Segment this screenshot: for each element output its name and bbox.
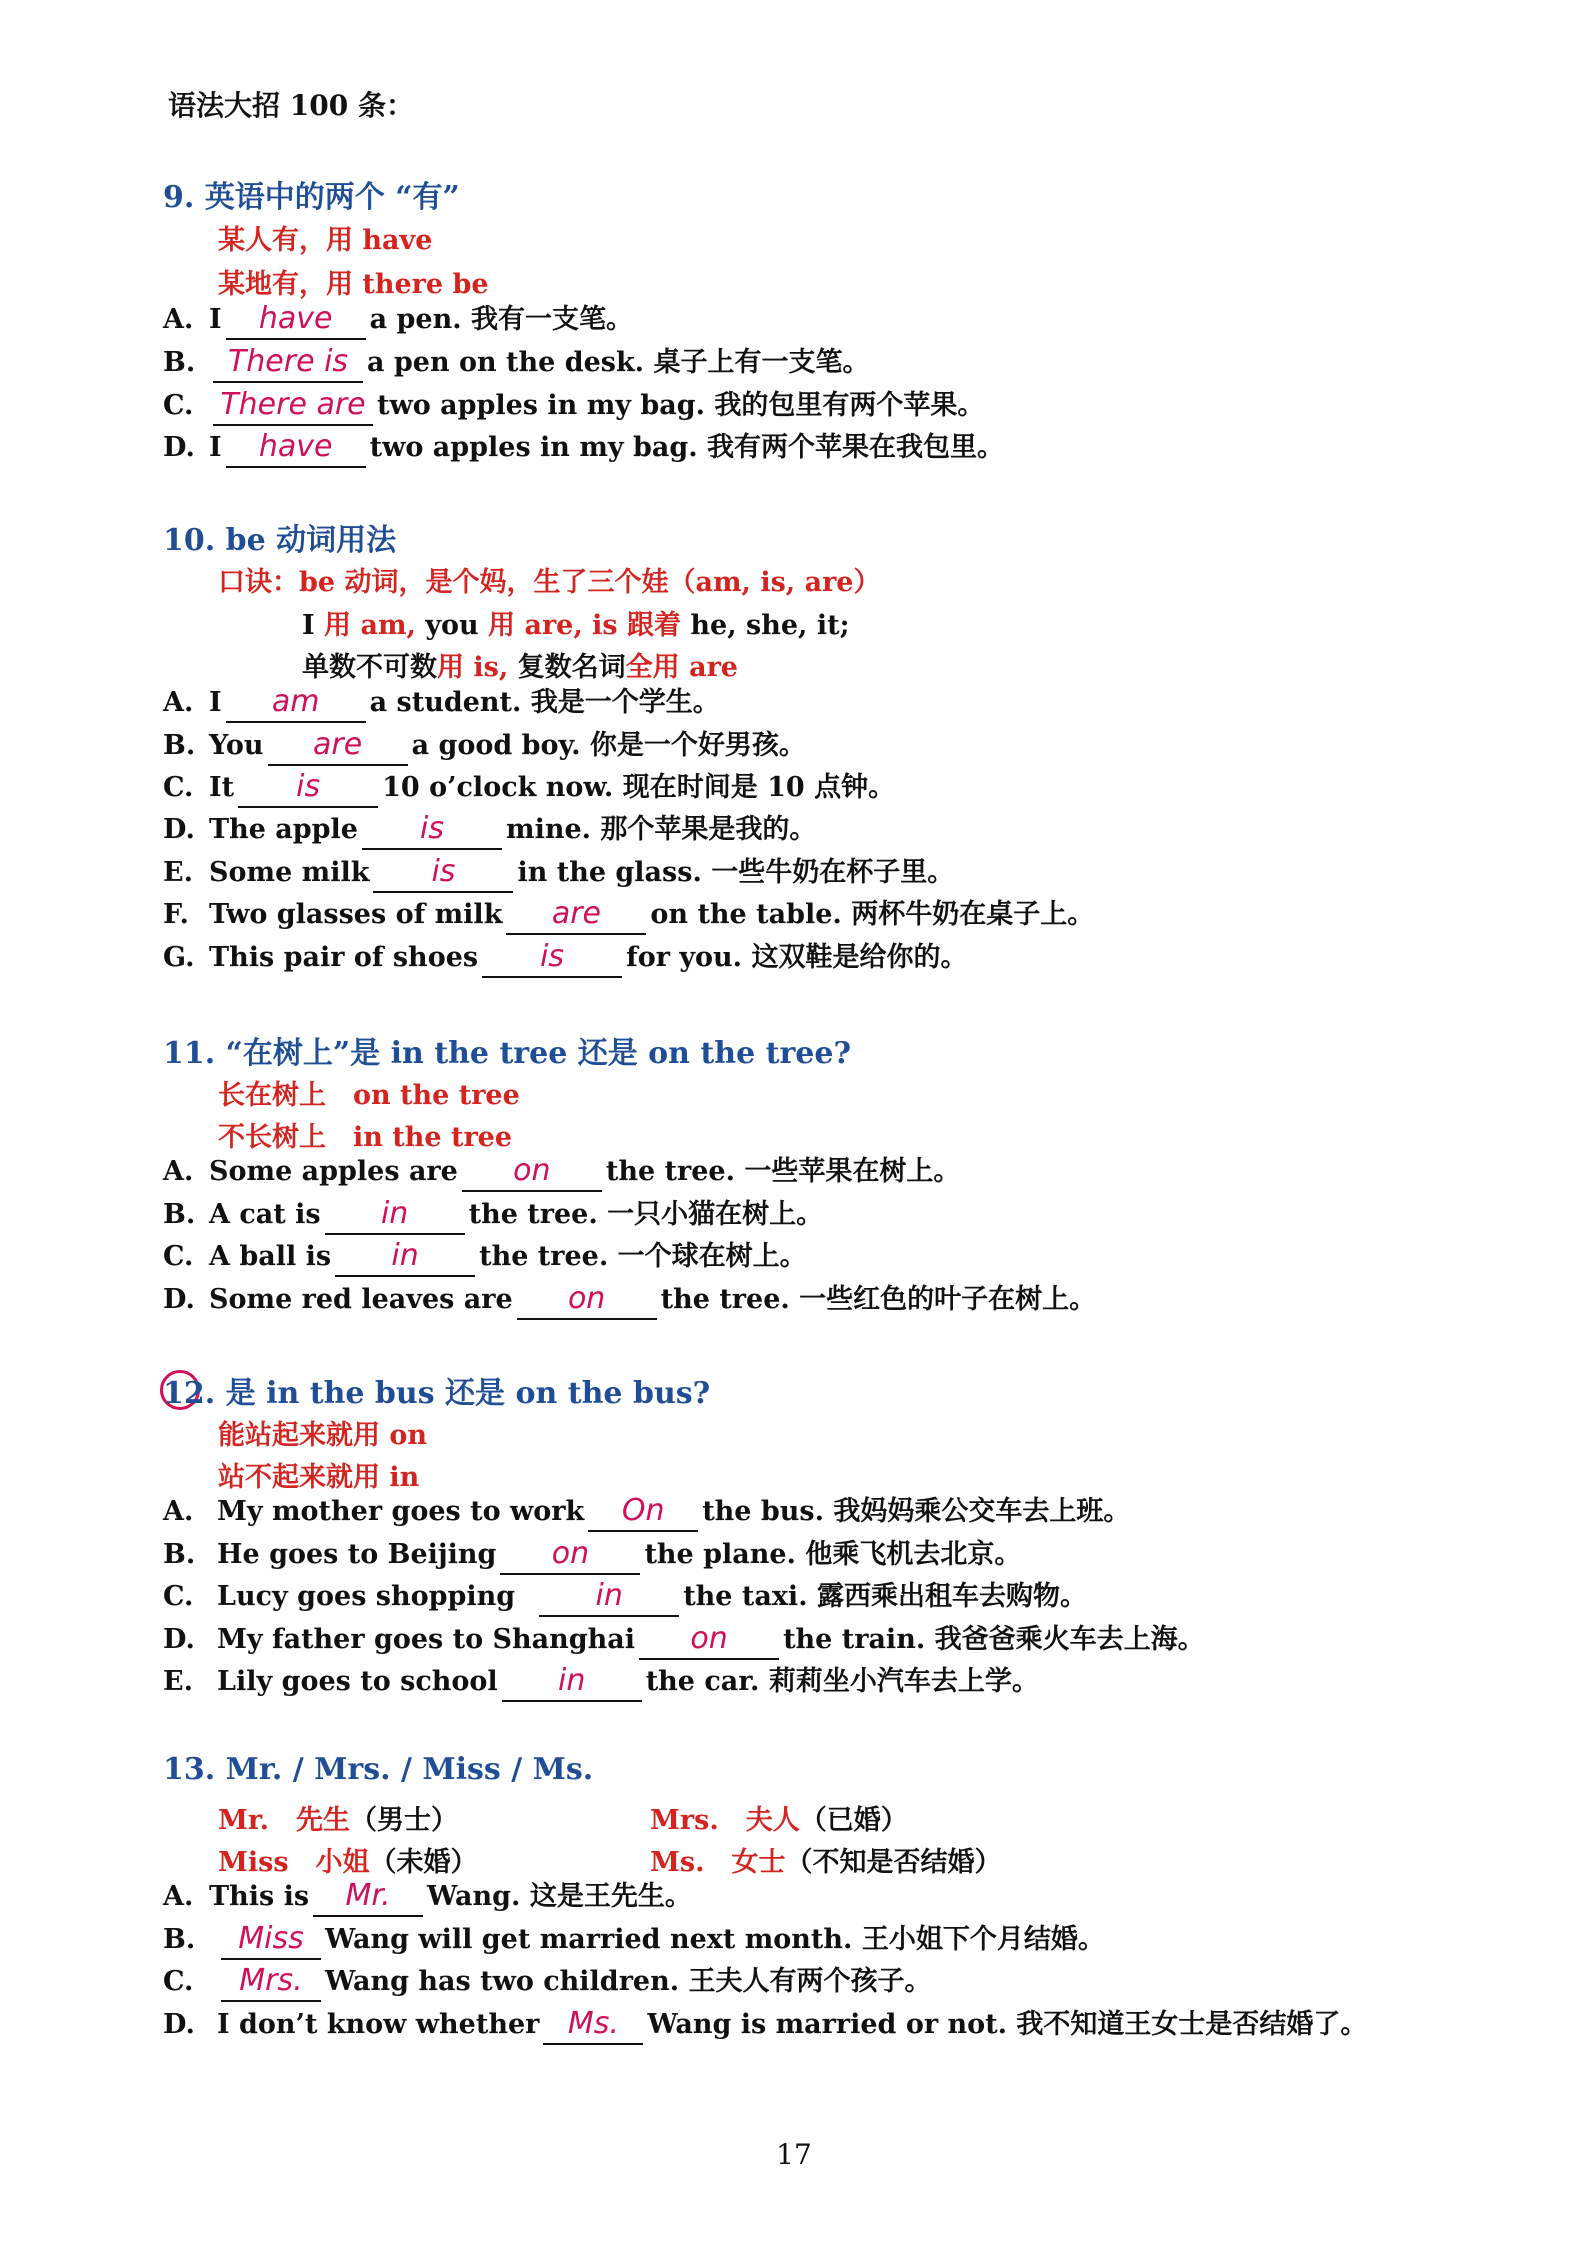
answer-blank[interactable]: are [506,899,646,935]
answer-blank[interactable]: on [500,1539,640,1575]
section-11-rule-1: 长在树上 on the tree [218,1080,520,1111]
answer-blank[interactable]: in [539,1581,679,1617]
exercise-item: C. Mrs. Wang has two children. 王夫人有两个孩子。 [163,1962,932,2002]
section-10-heading: 10. be 动词用法 [163,523,397,558]
answer-blank[interactable]: Mrs. [221,1966,321,2002]
section-9-heading: 9. 英语中的两个 “有” [163,180,460,215]
answer-blank[interactable]: There is [213,347,363,383]
exercise-item: D. Some red leaves are on the tree. 一些红色的叶子在树上。 [163,1280,1096,1320]
answer-blank[interactable]: is [373,857,513,893]
answer-blank[interactable]: in [502,1666,642,1702]
answer-blank[interactable]: on [462,1156,602,1192]
answer-blank[interactable]: On [588,1496,698,1532]
document-title: 语法大招 100 条： [168,89,414,122]
exercise-item: B. A cat is in the tree. 一只小猫在树上。 [163,1195,823,1235]
answer-blank[interactable]: on [517,1284,657,1320]
exercise-item: C. There are two apples in my bag. 我的包里有两个苹果。 [163,386,984,426]
section-10-rule-line-1: I 用 am, you 用 are, is 跟着 he, she, it; [302,610,850,641]
exercise-item: D. My father goes to Shanghai on the train. 我爸爸乘火车去上海。 [163,1620,1205,1660]
answer-blank[interactable]: have [226,432,366,468]
exercise-item: D. I have two apples in my bag. 我有两个苹果在我包里。 [163,428,1004,468]
exercise-item: D. The apple is mine. 那个苹果是我的。 [163,810,816,850]
answer-blank[interactable]: am [226,687,366,723]
exercise-item: B. He goes to Beijing on the plane. 他乘飞机去北京。 [163,1535,1021,1575]
section-12-rule-2: 站不起来就用 in [218,1462,420,1493]
section-11-rule-2: 不长树上 in the tree [218,1122,513,1153]
section-9-rule-1: 某人有，用 have [218,225,433,256]
exercise-item: B. There is a pen on the desk. 桌子上有一支笔。 [163,343,869,383]
answer-blank[interactable]: in [335,1241,475,1277]
exercise-item: G. This pair of shoes is for you. 这双鞋是给你的。 [163,938,967,978]
exercise-item: B. Miss Wang will get married next month. 王小姐下个月结婚。 [163,1920,1105,1960]
answer-blank[interactable]: There are [213,390,373,426]
page-number: 17 [776,2138,812,2171]
section-9-rule-2: 某地有，用 there be [218,269,489,300]
exercise-item: A. I am a student. 我是一个学生。 [163,683,720,723]
exercise-item: A. Some apples are on the tree. 一些苹果在树上。 [163,1152,960,1192]
answer-blank[interactable]: Miss [221,1924,321,1960]
section-11-heading: 11. “在树上”是 in the tree 还是 on the tree? [163,1036,852,1071]
exercise-item: A. I have a pen. 我有一支笔。 [163,300,633,340]
section-10-rule: 口诀：be 动词，是个妈，生了三个娃（am, is, are） [218,567,881,598]
exercise-item: F. Two glasses of milk are on the table. 两杯牛奶在桌子上。 [163,895,1094,935]
exercise-item: C. A ball is in the tree. 一个球在树上。 [163,1237,807,1277]
section-13-heading: 13. Mr. / Mrs. / Miss / Ms. [163,1752,594,1787]
answer-blank[interactable]: Ms. [543,2009,643,2045]
section-12-heading: 12. 是 in the bus 还是 on the bus? [163,1376,711,1411]
answer-blank[interactable]: in [325,1199,465,1235]
exercise-item: A. My mother goes to work On the bus. 我妈妈乘公交车去上班。 [163,1492,1130,1532]
answer-blank[interactable]: is [238,772,378,808]
exercise-item: D. I don’t know whether Ms. Wang is married or not. 我不知道王女士是否结婚了。 [163,2005,1367,2045]
exercise-item: B. You are a good boy. 你是一个好男孩。 [163,726,806,766]
exercise-item: A. This is Mr. Wang. 这是王先生。 [163,1877,692,1917]
answer-blank[interactable]: have [226,304,366,340]
title-pair-ms: Ms. 女士（不知是否结婚） [650,1847,1002,1878]
exercise-item: E. Lily goes to school in the car. 莉莉坐小汽车去上学。 [163,1662,1039,1702]
title-pair-mrs: Mrs. 夫人（已婚） [650,1805,908,1836]
section-10-rule-line-2: 单数不可数用 is, 复数名词全用 are [302,652,738,683]
title-pair-miss: Miss 小姐（未婚） [218,1847,478,1878]
answer-blank[interactable]: Mr. [313,1881,423,1917]
answer-blank[interactable]: is [482,942,622,978]
answer-blank[interactable]: is [362,814,502,850]
exercise-item: C. Lucy goes shopping in the taxi. 露西乘出租车去购物。 [163,1577,1087,1617]
section-12-rule-1: 能站起来就用 on [218,1420,428,1451]
title-pair-mr: Mr. 先生（男士） [218,1805,459,1836]
exercise-item: E. Some milk is in the glass. 一些牛奶在杯子里。 [163,853,954,893]
exercise-item: C. It is 10 o’clock now. 现在时间是 10 点钟。 [163,768,895,808]
answer-blank[interactable]: are [268,730,408,766]
answer-blank[interactable]: on [639,1624,779,1660]
